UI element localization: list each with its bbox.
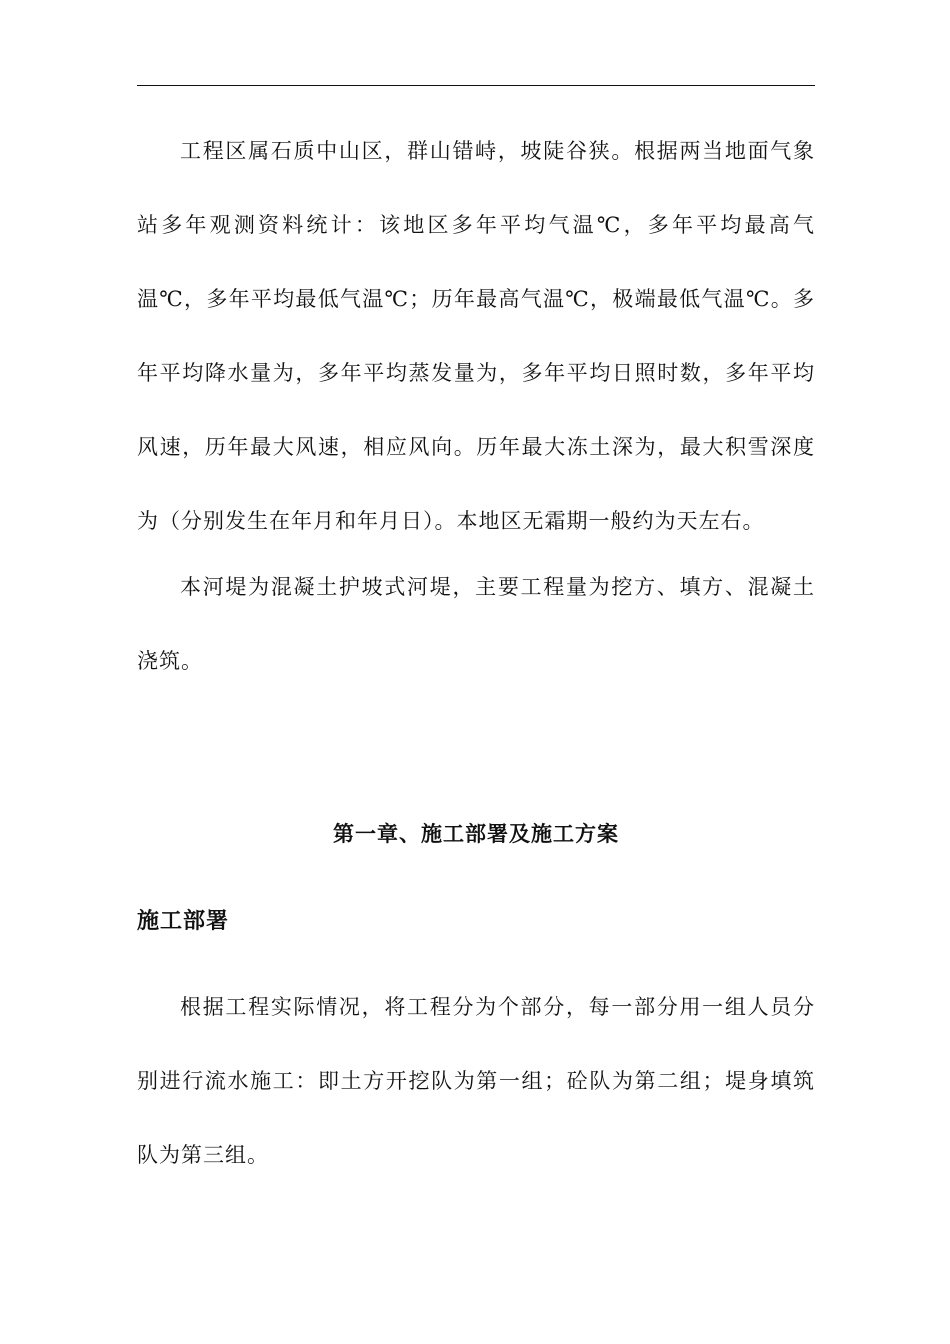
header-rule xyxy=(137,85,815,86)
paragraph-deployment: 根据工程实际情况，将工程分为个部分，每一部分用一组人员分别进行流水施工：即土方开挖队为第一组；砼队为第二组；堤身填筑队为第三组。 xyxy=(137,995,815,1167)
paragraph-climate: 工程区属石质中山区，群山错峙，坡陡谷狭。根据两当地面气象站多年观测资料统计：该地区多年平均气温℃，多年平均最高气温℃，多年平均最低气温℃；历年最高气温℃，极端最低气温℃。多年平均降水量为，多年平均蒸发量为，多年平均日照时数，多年平均风速，历年最大风速，相应风向。历年最大冻土深为，最大积雪深度为（分别发生在年月和年月日）。本地区无霜期一般约为天左右。 xyxy=(137,139,815,533)
chapter-title: 第一章、施工部署及施工方案 xyxy=(333,821,619,846)
section-title: 施工部署 xyxy=(137,908,230,934)
paragraph-embankment: 本河堤为混凝土护坡式河堤，主要工程量为挖方、填方、混凝土浇筑。 xyxy=(137,575,815,673)
